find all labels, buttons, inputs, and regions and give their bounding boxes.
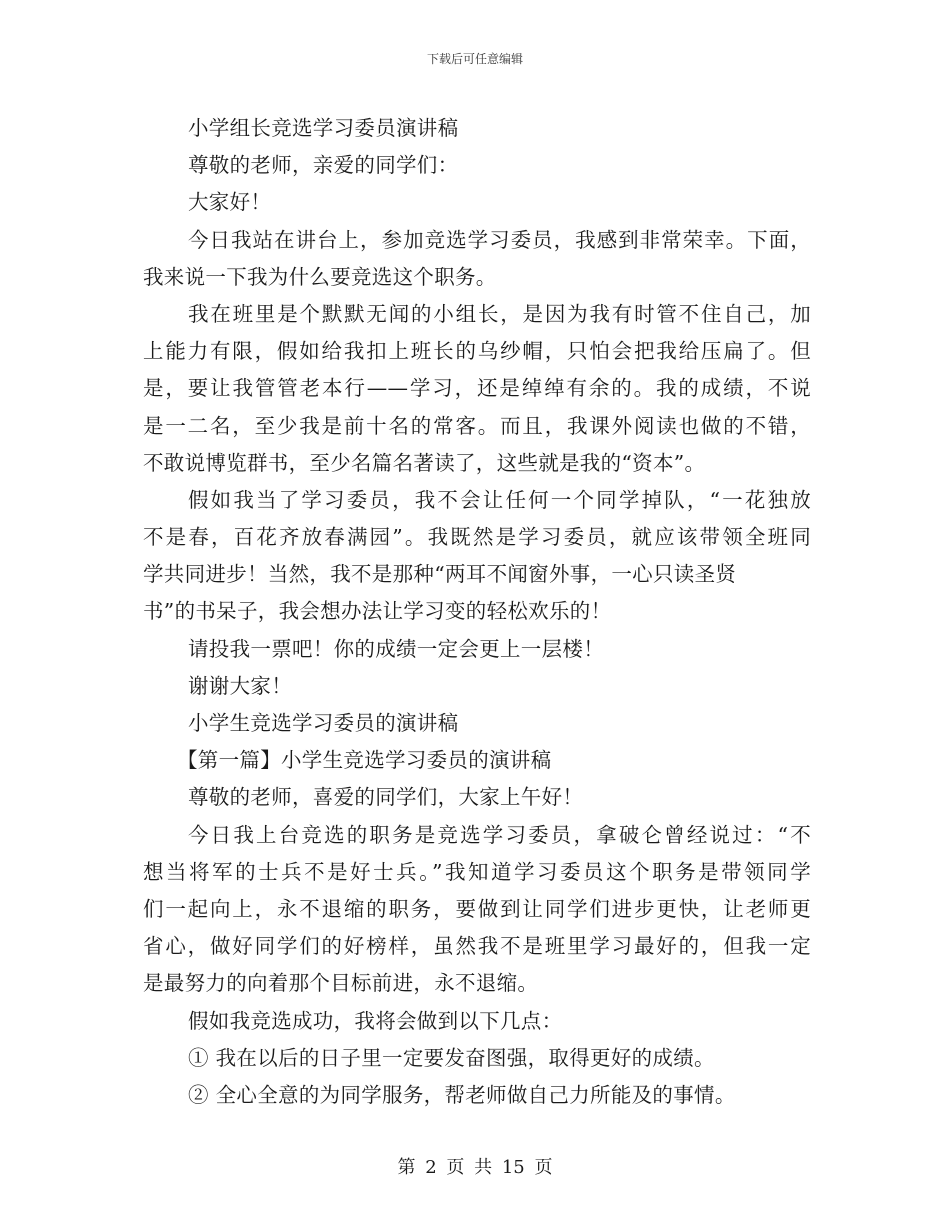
text-line: ① 我在以后的日子里一定要发奋图强，取得更好的成绩。	[188, 1045, 715, 1070]
text-line: 假如我竞选成功，我将会做到以下几点：	[188, 1008, 563, 1033]
text-line: 【第一篇】小学生竞选学习委员的演讲稿	[177, 748, 552, 773]
text-line: 小学组长竞选学习委员演讲稿	[188, 116, 459, 140]
text-line: 今日我站在讲台上，参加竞选学习委员，我感到非常荣幸。下面，	[188, 227, 811, 252]
page-header: 下载后可任意编辑	[426, 52, 523, 66]
text-line: 请投我一票吧！你的成绩一定会更上一层楼！	[188, 636, 604, 661]
text-line: 不敢说博览群书，至少名篇名著读了，这些就是我的“资本”。	[143, 450, 706, 475]
text-line: 省心，做好同学们的好榜样，虽然我不是班里学习最好的，但我一定	[143, 934, 811, 959]
text-line: 大家好！	[188, 190, 272, 215]
text-line: 尊敬的老师，亲爱的同学们：	[188, 153, 459, 178]
text-line: 不是春，百花齐放春满园”。我既然是学习委员，就应该带领全班同	[143, 525, 811, 550]
page-footer: 第 2 页 共 15 页	[397, 1157, 553, 1178]
text-line: 谢谢大家！	[188, 673, 292, 698]
text-line: 们一起向上，永不退缩的职务，要做到让同学们进步更快，让老师更	[143, 896, 811, 921]
text-line: 是最努力的向着那个目标前进，永不退缩。	[143, 971, 539, 996]
text-line: 小学生竞选学习委员的演讲稿	[188, 711, 459, 735]
text-line: 尊敬的老师，喜爱的同学们，大家上午好！	[188, 785, 584, 810]
text-line: 我来说一下我为什么要竞选这个职务。	[143, 264, 497, 289]
text-line: 是一二名，至少我是前十名的常客。而且，我课外阅读也做的不错，	[143, 413, 811, 438]
text-line: 是，要让我管管老本行——学习，还是绰绰有余的。我的成绩，不说	[143, 376, 811, 401]
text-line: 今日我上台竞选的职务是竞选学习委员，拿破仑曾经说过：“不	[188, 822, 811, 847]
text-line: 我在班里是个默默无闻的小组长，是因为我有时管不住自己，加	[188, 301, 811, 326]
text-line: ② 全心全意的为同学服务，帮老师做自己力所能及的事情。	[188, 1082, 736, 1107]
text-line: 学共同进步！当然，我不是那种“两耳不闻窗外事，一心只读圣贤	[143, 562, 737, 587]
text-line: 上能力有限，假如给我扣上班长的乌纱帽，只怕会把我给压扁了。但	[143, 339, 811, 364]
text-line: 想当将军的士兵不是好士兵。”我知道学习委员这个职务是带领同学	[143, 859, 811, 884]
text-line: 书”的书呆子，我会想办法让学习变的轻松欢乐的！	[143, 599, 612, 624]
document-body	[143, 110, 811, 1114]
text-line: 假如我当了学习委员，我不会让任何一个同学掉队，“一花独放	[188, 487, 811, 512]
